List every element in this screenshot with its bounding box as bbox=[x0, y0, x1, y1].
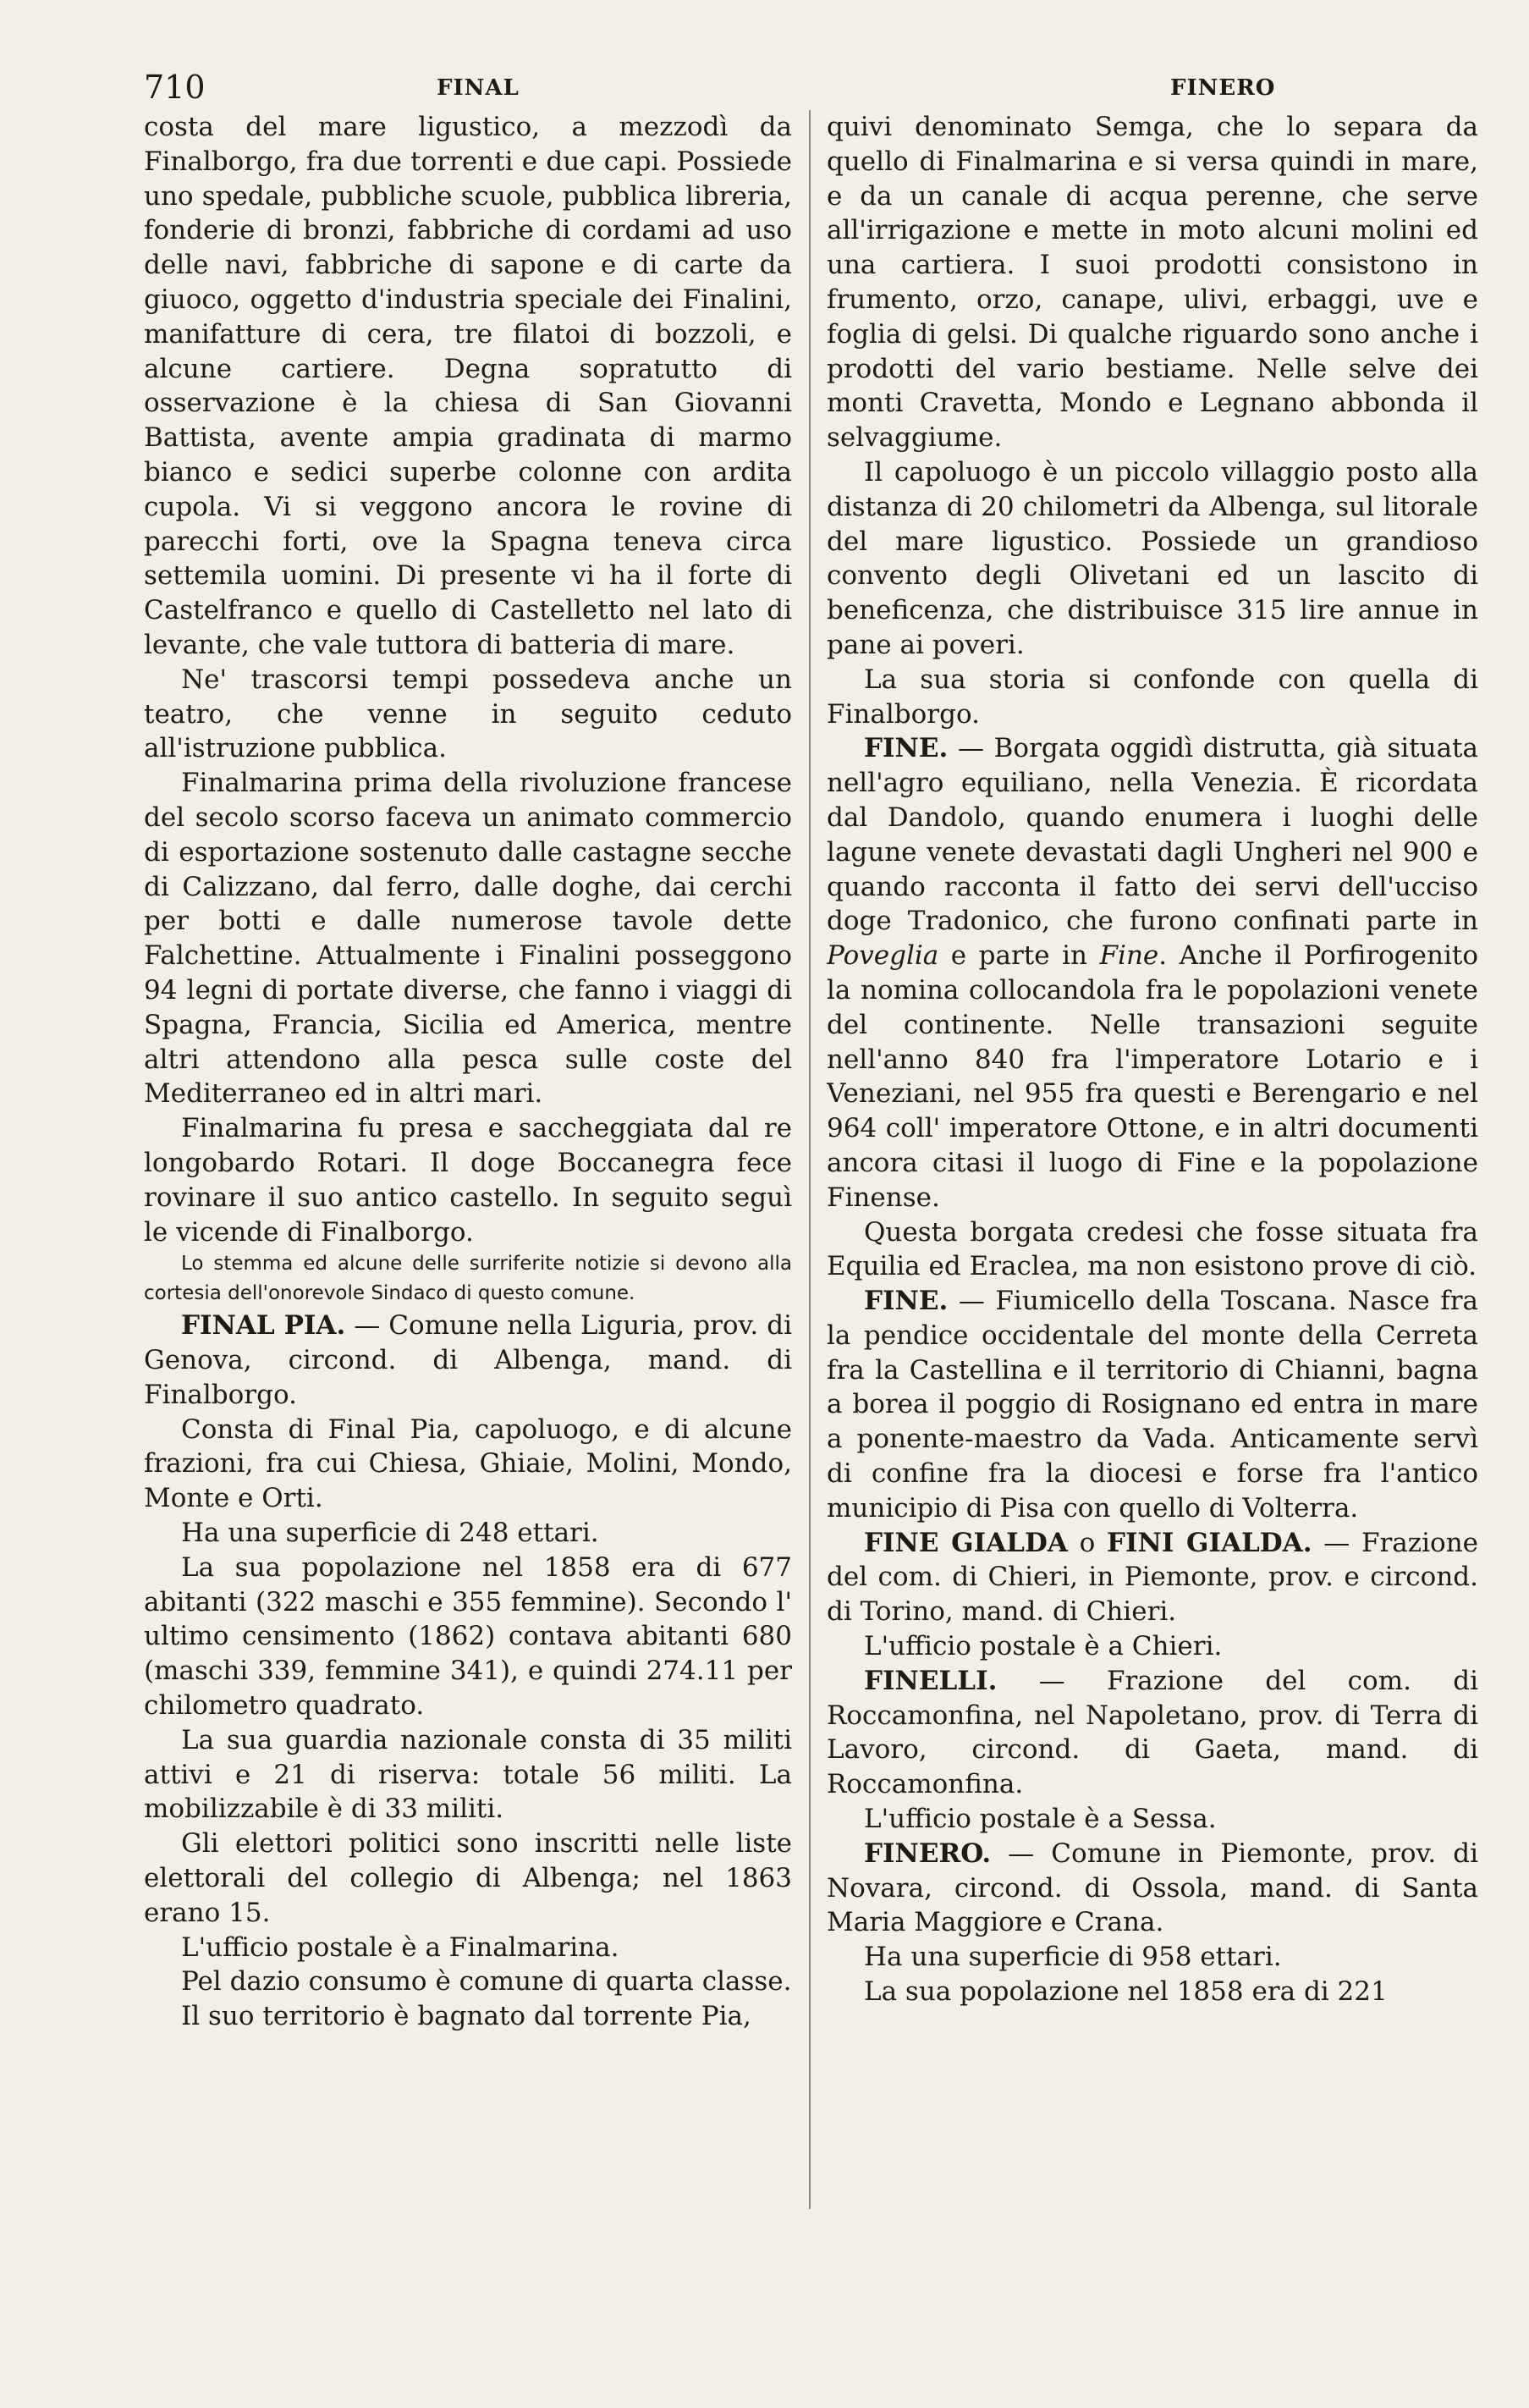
right-column bbox=[827, 110, 1478, 2395]
page-number: 710 bbox=[144, 69, 206, 106]
entry-final-pia bbox=[144, 1309, 792, 1412]
paragraph: Consta di Final Pia, capoluogo, e di alcune frazioni, fra cui Chiesa, Ghiaie, Molini, Mondo, Monte e Orti. bbox=[144, 1413, 792, 1514]
paragraph: L'ufficio postale è a Chieri. bbox=[864, 1631, 1223, 1662]
paragraph: Questa borgata credesi che fosse situata fra Equilia ed Eraclea, ma non esistono prove di ciò. bbox=[827, 1216, 1478, 1282]
paragraph: Finalmarina prima della rivoluzione francese del secolo scorso faceva un animato commercio di esportazione sostenuto dalle castagne secche di Calizzano, dal ferro, dalle doghe, dai cerchi per botti e dalle numerose tavole dette Falchettine. Attualmente i Finalini posseggono 94 legni di portate diverse, che fanno i viaggi di Spagna, Francia, Sicilia ed America, mentre altri attendono alla pesca sulle coste del Mediterraneo ed in altri mari. bbox=[144, 768, 792, 1110]
footnote: Lo stemma ed alcune delle surriferite notizie si devono alla cortesia dell'onorevole Sindaco di questo comune. bbox=[144, 1253, 792, 1305]
page-header bbox=[0, 66, 1529, 108]
paragraph: Finalmarina fu presa e saccheggiata dal re longobardo Rotari. Il doge Boccanegra fece rovinare il suo antico castello. In seguito seguì le vicende di Finalborgo. bbox=[144, 1113, 792, 1248]
entry-fine-borgata bbox=[827, 731, 1478, 1215]
entry-fine-fiumicello bbox=[827, 1284, 1478, 1526]
entry-text: — Comune nella Liguria, prov. di Genova, circond. di Albenga, mand. di Finalborgo. bbox=[144, 1310, 792, 1410]
entry-keyword: FINELLI. bbox=[864, 1665, 998, 1696]
paragraph: costa del mare ligustico, a mezzodì da Finalborgo, fra due torrenti e due capi. Possiede uno spedale, pubbliche scuole, pubblica libreria, fonderie di bronzi, fabbriche di cordami ad uso delle navi, fabbriche di sapone e di carte da giuoco, oggetto d'industria speciale dei Finalini, manifatture di cera, tre filatoi di bozzoli, e alcune cartiere. Degna sopratutto di osservazione è la chiesa di San Giovanni Battista, avente ampia gradinata di marmo bianco e sedici superbe colonne con ardita cupola. Vi si veggono ancora le rovine di parecchi forti, ove la Spagna teneva circa settemila uomini. Di presente vi ha il forte di Castelfranco e quello di Castelletto nel lato di levante, che vale tuttora di batteria di mare. bbox=[144, 112, 792, 660]
paragraph: La sua storia si confonde con quella di Finalborgo. bbox=[827, 664, 1478, 730]
paragraph: La sua popolazione nel 1858 era di 677 abitanti (322 maschi e 355 femmine). Secondo l' ultimo censimento (1862) contava abitanti 680 (maschi 339, femmine 341), e quindi 274.11 per chilometro quadrato. bbox=[144, 1551, 792, 1722]
entry-fine-gialda bbox=[827, 1526, 1478, 1629]
paragraph: L'ufficio postale è a Sessa. bbox=[864, 1804, 1217, 1835]
left-column bbox=[144, 110, 792, 2395]
entry-keyword: FINAL PIA. bbox=[181, 1310, 346, 1342]
paragraph: Il capoluogo è un piccolo villaggio posto alla distanza di 20 chilometri da Albenga, sul litorale del mare ligustico. Possiede un grandioso convento degli Olivetani ed un lascito di beneficenza, che distribuisce 315 lire annue in pane ai poveri. bbox=[827, 456, 1478, 660]
paragraph: quivi denominato Semga, che lo separa da quello di Finalmarina e si versa quindi in mare, e da un canale di acqua perenne, che serve all'irrigazione e mette in moto alcuni molini ed una cartiera. I suoi prodotti consistono in frumento, orzo, canape, ulivi, erbaggi, uve e foglia di gelsi. Di qualche riguardo sono anche i prodotti del vario bestiame. Nelle selve dei monti Cravetta, Mondo e Legnano abbonda il selvaggiume. bbox=[827, 112, 1478, 454]
entry-keyword: FINE GIALDA bbox=[864, 1527, 1068, 1558]
entry-keyword: FINE. bbox=[864, 1286, 949, 1317]
paragraph: Il suo territorio è bagnato dal torrente Pia, bbox=[181, 2001, 751, 2032]
entry-finelli bbox=[827, 1664, 1478, 1802]
paragraph: Ha una superficie di 958 ettari. bbox=[864, 1942, 1282, 1973]
italic-place-name: Poveglia bbox=[827, 940, 939, 972]
entry-text: — Fiumicello della Toscana. Nasce fra la pendice occidentale del monte della Cerreta fra la Castellina e il territorio di Chianni, bagna a borea il poggio di Rosignano ed entra in mare a ponente-maestro da Vada. Anticamente servì di confine fra la diocesi e forse fra l'antico municipio di Pisa con quello di Volterra. bbox=[827, 1286, 1478, 1524]
column-divider bbox=[809, 110, 811, 2209]
left-running-head: FINAL bbox=[437, 75, 520, 101]
entry-keyword: FINI GIALDA. bbox=[1106, 1527, 1312, 1558]
entry-finero bbox=[827, 1837, 1478, 1940]
italic-place-name: Fine bbox=[1099, 940, 1159, 972]
paragraph: L'ufficio postale è a Finalmarina. bbox=[181, 1931, 619, 1963]
entry-text: e parte in bbox=[938, 940, 1100, 972]
entry-text: — Frazione del com. di Roccamonfina, nel Napoletano, prov. di Terra di Lavoro, circond. di Gaeta, mand. di Roccamonfina. bbox=[827, 1665, 1478, 1800]
entry-text: — Frazione del com. di Chieri, in Piemonte, prov. e circond. di Torino, mand. di Chieri. bbox=[827, 1527, 1478, 1628]
entry-keyword: FINE. bbox=[864, 733, 949, 764]
right-running-head: FINERO bbox=[1170, 75, 1276, 101]
paragraph: Gli elettori politici sono inscritti nelle liste elettorali del collegio di Albenga; nel 1863 erano 15. bbox=[144, 1828, 792, 1928]
entry-text: . Anche il Porfirogenito la nomina collocandola fra le popolazioni venete del continente. Nelle transazioni seguite nell'anno 840 fra l'imperatore Lotario e i Veneziani, nel 955 fra questi e Berengario e nel 964 coll' imperatore Ottone, e in altri documenti ancora citasi il luogo di Fine e la popolazione Finense. bbox=[827, 940, 1478, 1213]
paragraph: La sua guardia nazionale consta di 35 militi attivi e 21 di riserva: totale 56 militi. La mobilizzabile è di 33 militi. bbox=[144, 1724, 792, 1825]
paragraph: La sua popolazione nel 1858 era di 221 bbox=[864, 1976, 1388, 2008]
entry-keyword: FINERO. bbox=[864, 1838, 992, 1869]
entry-text: — Borgata oggidì distrutta, già situata nell'agro equiliano, nella Venezia. È ricordata dal Dandolo, quando enumera i luoghi delle lagune venete devastati dagli Ungheri nel 900 e quando racconta il fatto dei servi dell'ucciso doge Tradonico, che furono confinati parte in bbox=[827, 733, 1478, 937]
entry-text: o bbox=[1067, 1527, 1107, 1558]
paragraph: Ne' trascorsi tempi possedeva anche un teatro, che venne in seguito ceduto all'istruzione pubblica. bbox=[144, 664, 792, 764]
paragraph: Ha una superficie di 248 ettari. bbox=[181, 1518, 599, 1549]
entry-text: — Comune in Piemonte, prov. di Novara, circond. di Ossola, mand. di Santa Maria Maggiore e Crana. bbox=[827, 1838, 1478, 1938]
paragraph: Pel dazio consumo è comune di quarta classe. bbox=[181, 1966, 792, 1997]
